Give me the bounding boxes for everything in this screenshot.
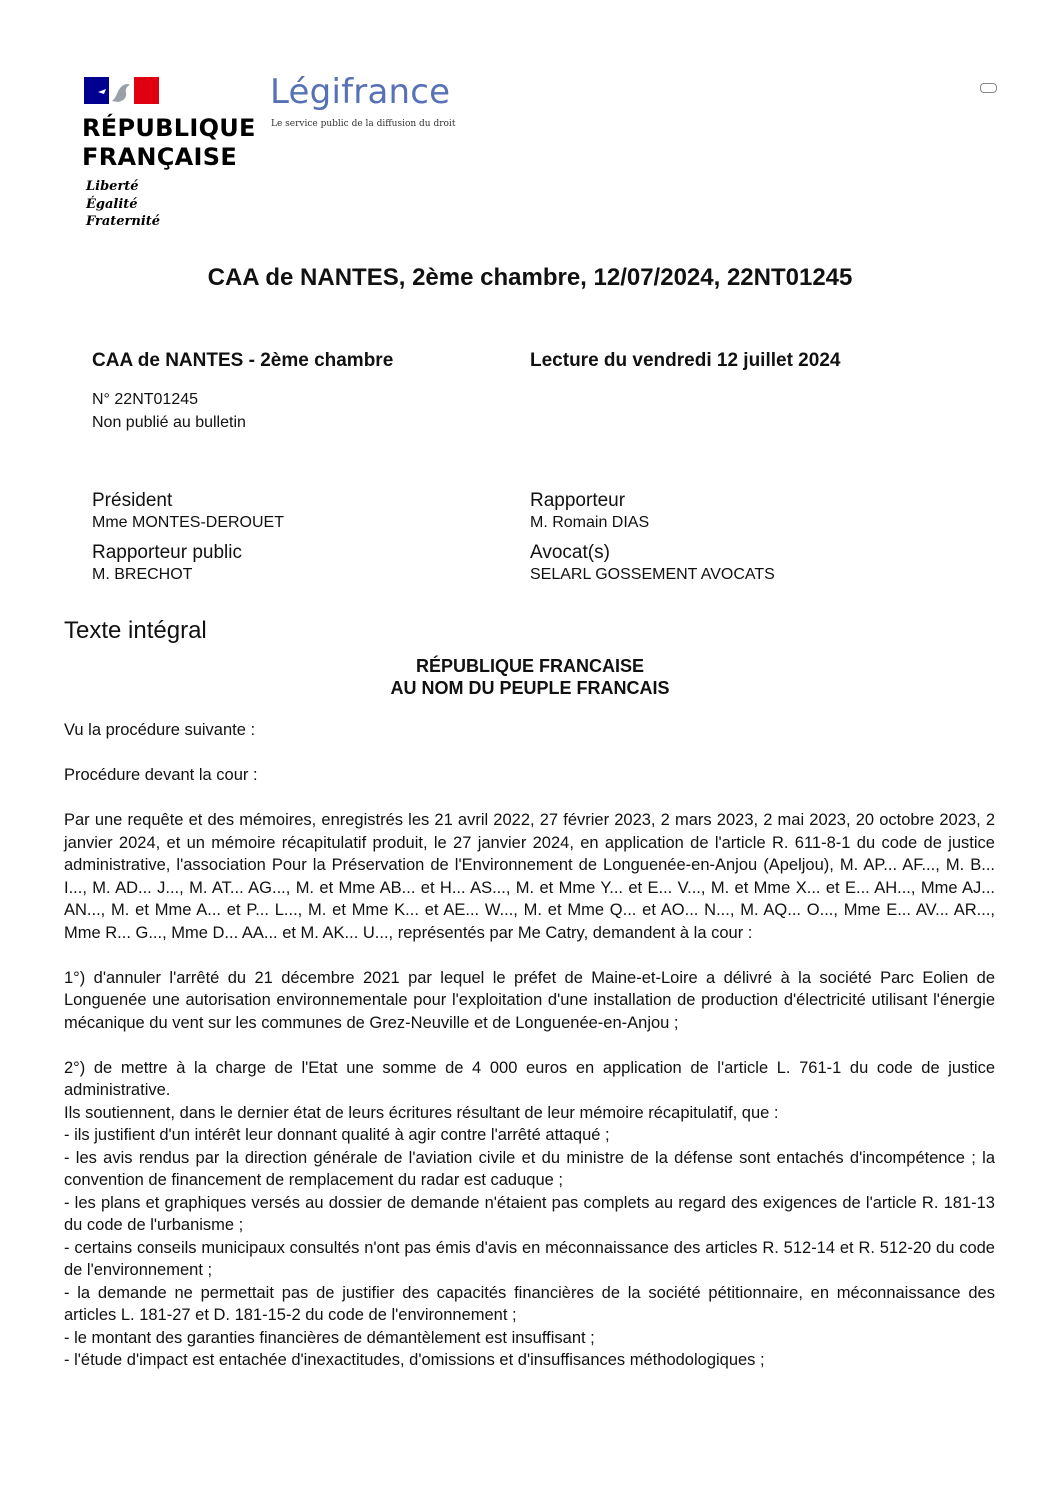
legifrance-tagline: Le service public de la diffusion du droit (271, 119, 456, 129)
section-title: Texte intégral (64, 617, 207, 644)
paragraph: Ils soutiennent, dans le dernier état de leurs écritures résultant de leur mémoire récapitulatif, que : (64, 1103, 779, 1122)
case-number: N° 22NT01245 (92, 391, 199, 408)
list-item: - l'étude d'impact est entachée d'inexactitudes, d'omissions et d'insuffisances méthodologiques ; (64, 1351, 765, 1369)
french-flag-logo-icon (84, 77, 159, 104)
paragraph: 2°) de mettre à la charge de l'Etat une somme de 4 000 euros en application de l'article L. 761-1 du code de justice administrative. (64, 1058, 995, 1099)
toggle-icon[interactable] (980, 83, 997, 93)
page-title: CAA de NANTES, 2ème chambre, 12/07/2024, 22NT01245 (207, 264, 853, 291)
rapporteur-name: M. Romain DIAS (530, 514, 650, 531)
lawyers-label: Avocat(s) (530, 542, 610, 563)
list-item: - les avis rendus par la direction générale de l'aviation civile et du ministre de la défense sont entachés d'incompétence ; la convention de financement de remplacement du radar est caduque ; (64, 1148, 995, 1189)
paragraph: 1°) d'annuler l'arrêté du 21 décembre 2021 par lequel le préfet de Maine-et-Loire a délivré à la société Parc Eolien de Longuenée une autorisation environnementale pour l'exploitation d'une installation de production d'électricité utilisant l'énergie mécanique du vent sur les communes de Grez-Neuville et de Longuenée-en-Anjou ; (64, 968, 995, 1032)
legifrance-logo[interactable]: Légifrance (270, 72, 451, 112)
rapporteur-label: Rapporteur (530, 490, 626, 511)
president-name: Mme MONTES-DEROUET (92, 514, 284, 531)
list-item: - le montant des garanties financières de démantèlement est insuffisant ; (64, 1328, 595, 1347)
republic-motto: Liberté Égalité Fraternité (86, 179, 161, 229)
paragraph: Vu la procédure suivante : (64, 721, 256, 739)
decision-body (64, 719, 995, 1372)
court-label: CAA de NANTES - 2ème chambre (92, 350, 394, 371)
paragraph: Procédure devant la cour : (64, 766, 258, 784)
list-item: - les plans et graphiques versés au dossier de demande n'étaient pas complets au regard des exigences de l'article R. 181-13 du code de l'urbanisme ; (64, 1193, 995, 1234)
lawyers-name: SELARL GOSSEMENT AVOCATS (530, 566, 775, 583)
republic-wordmark: RÉPUBLIQUE FRANÇAISE (82, 114, 256, 171)
public-rapporteur-name: M. BRECHOT (92, 566, 193, 583)
list-item: - ils justifient d'un intérêt leur donnant qualité à agir contre l'arrêté attaqué ; (64, 1126, 610, 1144)
list-item: - la demande ne permettait pas de justifier des capacités financières de la société pétitionnaire, en méconnaissance des articles L. 181-27 et D. 181-15-2 du code de l'environnement ; (64, 1283, 995, 1324)
paragraph: Par une requête et des mémoires, enregistrés les 21 avril 2022, 27 février 2023, 2 mars 2023, 2 mai 2023, 20 octobre 2023, 2 janvier 2024, et un mémoire récapitulatif produit, le 27 janvier 2024, en application de l'article R. 611-8-1 du code de justice administrative, l'association Pour la Préservation de l'Environnement de Longuenée-en-Anjou (Apeljou), M. AP... AF..., M. B... I..., M. AD... J..., M. AT... AG..., M. et Mme AB... et H... AS..., M. et Mme Y... et E... V..., M. et Mme X... et E... AH..., Mme AJ... AN..., M. et Mme A... et P... L..., M. et Mme K... et AE... W..., M. et Mme Q... et AO... N..., M. AQ... O..., Mme E... AV... AR..., Mme R... G..., Mme D... AA... et M. AK... U..., représentés par Me Catry, demandent à la cour : (64, 811, 995, 942)
list-item: - certains conseils municipaux consultés n'ont pas émis d'avis en méconnaissance des articles R. 512-14 et R. 512-20 du code de l'environnement ; (64, 1238, 995, 1279)
publication-status: Non publié au bulletin (92, 414, 246, 431)
reading-date: Lecture du vendredi 12 juillet 2024 (530, 350, 841, 371)
public-rapporteur-label: Rapporteur public (92, 542, 242, 563)
president-label: Président (92, 490, 173, 511)
text-heading-people: AU NOM DU PEUPLE FRANCAIS (390, 678, 670, 698)
text-heading-republic: RÉPUBLIQUE FRANCAISE (415, 656, 644, 676)
